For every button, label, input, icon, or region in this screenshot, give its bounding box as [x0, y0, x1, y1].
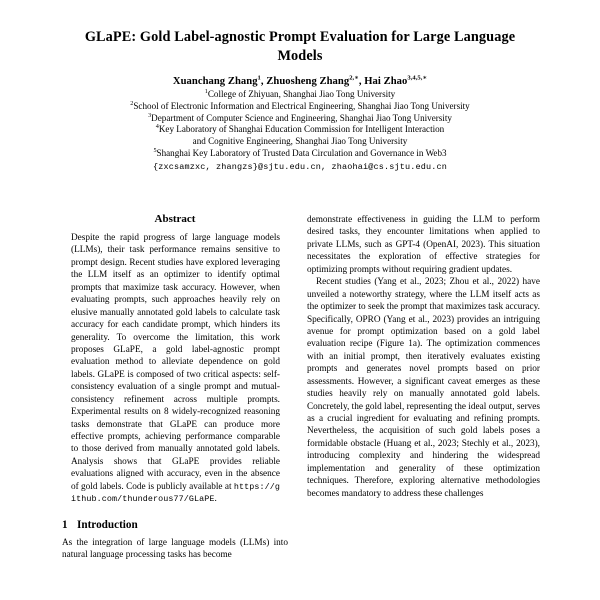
- affiliation-line: [0, 148, 600, 160]
- section-number: 1: [62, 518, 68, 531]
- author-emails: {zxcsamzxc, zhangzs}@sjtu.edu.cn, zhaohai@cs.sjtu.edu.cn: [152, 161, 448, 172]
- affiliation-marker: 1: [204, 88, 208, 96]
- affiliation-line: [0, 136, 600, 148]
- introduction-paragraph: As the integration of large language models (LLMs) into natural language processing tasks has become: [62, 537, 288, 561]
- body-columns: [0, 214, 600, 600]
- affiliation-list: [0, 89, 600, 159]
- affiliation-text: Department of Computer Science and Engineering, Shanghai Jiao Tong University: [151, 112, 452, 123]
- affiliation-line: [0, 124, 600, 136]
- affiliation-marker: 3: [148, 111, 152, 119]
- abstract-body: [71, 232, 280, 506]
- section-title: Introduction: [77, 518, 138, 531]
- left-column: [62, 214, 288, 600]
- affiliation-line: [0, 113, 600, 125]
- page-title: GLaPE: Gold Label-agnostic Prompt Evaluation for Large Language Models: [84, 29, 516, 64]
- affiliation-marker: 2: [130, 99, 134, 107]
- author-list: Xuanchang Zhang$^1$, Zhuosheng Zhang$^{2,∗}$, Hai Zhao$^{3,4,5,∗}$: [172, 74, 428, 88]
- section-heading-introduction: [62, 519, 288, 531]
- affiliation-text: School of Electronic Information and Electrical Engineering, Shanghai Jiao Tong University: [133, 100, 470, 111]
- affiliation-line: [0, 89, 600, 101]
- code-url-link[interactable]: https://github.com/thunderous77/GLaPE: [71, 481, 280, 505]
- body-paragraph: Recent studies (Yang et al., 2023; Zhou et al., 2022) have unveiled a noteworthy strategy, where the LLM itself acts as the optimizer to seek the prompt that maximizes task accuracy. Specifically, OPRO (Yang et al., 2023) provides an intriguing avenue for prompt optimization based on a gold label evaluation recipe (Figure 1a). The optimization commences with an initial prompt, then iteratively evaluates existing prompts and generates novel prompts based on prior assessments. However, a significant caveat emerges as these studies heavily rely on manually annotated gold labels. Concretely, the gold label, representing the ideal output, serves as a crucial ingredient for evaluating and refining prompts. Nevertheless, the acquisition of such gold labels poses a formidable obstacle (Huang et al., 2023; Stechly et al., 2023), introducing complexity and hindering the widespread implementation and generality of these optimization techniques. Therefore, exploring alternative methodologies becomes mandatory to address these challenges: [307, 277, 540, 499]
- affiliation-marker: 5: [153, 146, 157, 154]
- affiliation-line: [0, 101, 600, 113]
- affiliation-marker: 4: [155, 123, 159, 131]
- affiliation-text: and Cognitive Engineering, Shanghai Jiao Tong University: [192, 135, 408, 146]
- abstract-text-tail: .: [214, 494, 217, 505]
- right-column: [307, 214, 540, 600]
- continuation-paragraph: demonstrate effectiveness in guiding the LLM to perform desired tasks, they encounter limitations when applied to private LLMs, such as GPT-4 (OpenAI, 2023). This situation necessitates the exploration of effective strategies for optimizing prompts without requiring gradient updates.: [307, 215, 540, 275]
- abstract-text: Despite the rapid progress of large language models (LLMs), their task performance remains sensitive to prompt design. Recent studies have explored leveraging the LLM itself as an optimizer to identify optimal prompts that maximize task accuracy. However, when evaluating prompts, such approaches heavily rely on elusive manually annotated gold labels to calculate task accuracy for each candidate prompt, which hinders its generality. To overcome the limitation, this work proposes GLaPE, a gold label-agnostic prompt evaluation method to alleviate dependence on gold labels. GLaPE is composed of two critical aspects: self-consistency evaluation of a single prompt and mutual-consistency refinement across multiple prompts. Experimental results on 8 widely-recognized reasoning tasks demonstrate that GLaPE can produce more effective prompts, achieving performance comparable to those derived from manually annotated gold labels. Analysis shows that GLaPE provides reliable evaluations aligned with accuracy, even in the absence of gold labels. Code is publicly available at: [71, 233, 280, 492]
- abstract-heading: Abstract: [154, 214, 196, 225]
- affiliation-text: Key Laboratory of Shanghai Education Commission for Intelligent Interaction: [158, 124, 445, 135]
- affiliation-text: Shanghai Key Laboratory of Trusted Data Circulation and Governance in Web3: [156, 147, 447, 158]
- affiliation-text: College of Zhiyuan, Shanghai Jiao Tong University: [207, 89, 396, 100]
- title-block: [0, 0, 600, 172]
- abstract-paragraph: [71, 232, 280, 506]
